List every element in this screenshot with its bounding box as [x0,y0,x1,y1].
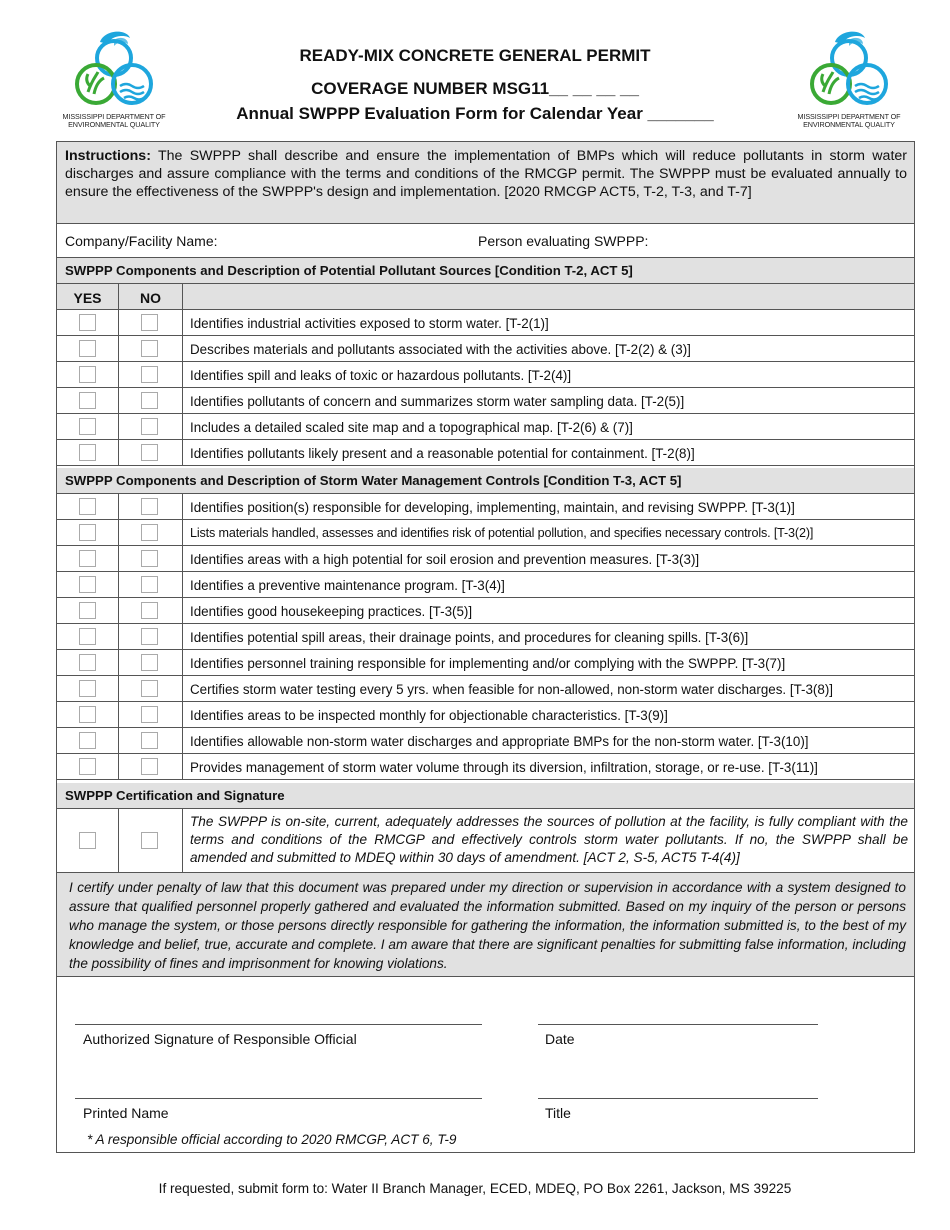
company-name-field[interactable]: Company/Facility Name: [65,233,218,249]
instructions-text: The SWPPP shall describe and ensure the implementation of BMPs which will reduce pollutants in storm water discharges and assure compliance with the terms and conditions of the RMCGP permit. The SWPPP must be evaluated annually to ensure the effectiveness of the SWPPP's design and implementation. [2020 RMCGP ACT5, T-2, T-3, and T-7] [65,148,907,200]
certification-statement: The SWPPP is on-site, current, adequately addresses the sources of pollution at the facility, is fully compliant with the terms and conditions of the RMCGP and effectively controls storm water pollutants. If no, the SWPPP shall be amended and submitted to MDEQ within 30 days of amendment. [ACT 2, S-5, ACT5 T-4(4)] [190,814,908,865]
no-checkbox[interactable] [141,340,158,357]
no-cell [119,572,183,597]
section-management-controls-header: SWPPP Components and Description of Storm Water Management Controls [Condition T-3, ACT 5] [57,468,914,494]
logo-caption-right: MISSISSIPPI DEPARTMENT OF ENVIRONMENTAL QUALITY [797,112,901,129]
certification-row [57,809,914,873]
mdeq-logo-icon [64,28,164,112]
checklist-row [57,388,914,414]
no-column-header: NO [119,284,183,309]
checklist-item-text: Includes a detailed scaled site map and a topographical map. [T-2(6) & (7)] [190,420,633,435]
checklist-item-text: Certifies storm water testing every 5 yrs. when feasible for non-allowed, non-storm water discharges. [T-3(8)] [190,682,834,697]
checklist-row [57,546,914,572]
yes-cell [57,702,119,727]
checklist-row [57,520,914,546]
yes-cell [57,572,119,597]
checklist-item-text: Describes materials and pollutants associated with the activities above. [T-2(2) & (3)] [190,342,691,357]
yes-checkbox[interactable] [79,832,96,849]
no-cell [119,754,183,779]
yes-cell [57,362,119,387]
yes-cell [57,520,119,545]
no-cell [119,388,183,413]
yes-checkbox[interactable] [79,498,96,515]
no-checkbox[interactable] [141,366,158,383]
checklist-item-text: Identifies good housekeeping practices. [T-3(5)] [190,604,473,619]
checklist-row [57,494,914,520]
yes-cell [57,494,119,519]
title-label: Title [545,1105,571,1121]
no-checkbox[interactable] [141,524,158,541]
yes-cell [57,676,119,701]
coverage-number: COVERAGE NUMBER MSG11__ __ __ __ [311,79,639,98]
checklist-item-text: Identifies a preventive maintenance program. [T-3(4)] [190,578,505,593]
checklist-item-text: Identifies industrial activities exposed to storm water. [T-2(1)] [190,316,549,331]
yes-cell [57,336,119,361]
evaluator-name-field[interactable]: Person evaluating SWPPP: [478,233,649,249]
responsible-official-footnote: * A responsible official according to 2020 RMCGP, ACT 6, T-9 [87,1132,457,1147]
checklist-item-text: Identifies personnel training responsible for implementing and/or complying with the SWPPP. [T-3(7)] [190,656,786,671]
checklist-item-text: Identifies pollutants likely present and a reasonable potential for containment. [T-2(8)] [190,446,695,461]
no-checkbox[interactable] [141,654,158,671]
checklist-row [57,676,914,702]
official-signature-line[interactable] [75,1024,482,1025]
no-checkbox[interactable] [141,680,158,697]
yes-cell [57,809,119,872]
checklist-row [57,650,914,676]
checklist-row [57,336,914,362]
checklist-item-text: Identifies spill and leaks of toxic or hazardous pollutants. [T-2(4)] [190,368,572,383]
permit-title: READY-MIX CONCRETE GENERAL PERMIT [299,46,651,65]
no-checkbox[interactable] [141,706,158,723]
checklist-item-text: Identifies pollutants of concern and summarizes storm water sampling data. [T-2(5)] [190,394,685,409]
no-cell [119,598,183,623]
checklist-row [57,702,914,728]
instructions [57,142,914,224]
no-checkbox[interactable] [141,832,158,849]
description-column-header [183,284,914,309]
date-line[interactable] [538,1024,818,1025]
yes-checkbox[interactable] [79,340,96,357]
yes-checkbox[interactable] [79,314,96,331]
section-pollutant-sources-header: SWPPP Components and Description of Potential Pollutant Sources [Condition T-2, ACT 5] [57,258,914,284]
no-checkbox[interactable] [141,392,158,409]
yes-checkbox[interactable] [79,602,96,619]
yes-cell [57,388,119,413]
no-checkbox[interactable] [141,418,158,435]
no-cell [119,624,183,649]
name-row [57,224,914,258]
checklist-row [57,598,914,624]
checklist-item-text: Identifies potential spill areas, their drainage points, and procedures for cleaning spills. [T-3(6)] [190,630,749,645]
checklist-item-text: Identifies areas with a high potential for soil erosion and prevention measures. [T-3(3)] [190,552,700,567]
section-certification-header: SWPPP Certification and Signature [57,783,914,809]
logo-caption-left: MISSISSIPPI DEPARTMENT OF ENVIRONMENTAL QUALITY [62,112,166,129]
no-checkbox[interactable] [141,628,158,645]
no-cell [119,702,183,727]
checklist-item-text: Identifies position(s) responsible for developing, implementing, maintain, and revising SWPPP. [T-3(1)] [190,500,795,515]
yes-checkbox[interactable] [79,576,96,593]
mdeq-logo-icon [799,28,899,112]
no-cell [119,440,183,465]
form-title: Annual SWPPP Evaluation Form for Calendar Year _______ [236,104,714,123]
no-cell [119,650,183,675]
checklist-item-text: Identifies areas to be inspected monthly for objectionable characteristics. [T-3(9)] [190,708,668,723]
yes-no-header-row [57,284,914,310]
checklist-row [57,624,914,650]
yes-cell [57,650,119,675]
yes-checkbox[interactable] [79,680,96,697]
checklist-row [57,728,914,754]
printed-name-line[interactable] [75,1098,482,1099]
no-checkbox[interactable] [141,576,158,593]
no-checkbox[interactable] [141,602,158,619]
no-cell [119,676,183,701]
checklist-row [57,362,914,388]
yes-checkbox[interactable] [79,418,96,435]
no-cell [119,728,183,753]
yes-checkbox[interactable] [79,628,96,645]
yes-cell [57,310,119,335]
instructions-label: Instructions: [65,148,151,164]
yes-cell [57,728,119,753]
no-checkbox[interactable] [141,498,158,515]
official-signature-label: Authorized Signature of Responsible Official [83,1031,357,1047]
yes-checkbox[interactable] [79,392,96,409]
checklist-item-text: Identifies allowable non-storm water discharges and appropriate BMPs for the non-storm water. [T-3(10)] [190,734,809,749]
no-cell [119,414,183,439]
yes-cell [57,546,119,571]
yes-checkbox[interactable] [79,366,96,383]
yes-column-header: YES [57,284,119,309]
yes-checkbox[interactable] [79,758,96,775]
checklist-row [57,440,914,466]
no-cell [119,546,183,571]
checklist-row [57,414,914,440]
title-line[interactable] [538,1098,818,1099]
yes-checkbox[interactable] [79,732,96,749]
checklist-row [57,572,914,598]
no-checkbox[interactable] [141,314,158,331]
no-checkbox[interactable] [141,732,158,749]
no-checkbox[interactable] [141,444,158,461]
evaluation-form [56,141,915,1153]
yes-checkbox[interactable] [79,550,96,567]
no-cell [119,336,183,361]
yes-checkbox[interactable] [79,444,96,461]
submission-footer: If requested, submit form to: Water II Branch Manager, ECED, MDEQ, PO Box 2261, Jackson, MS 39225 [158,1181,792,1196]
yes-cell [57,754,119,779]
checklist-item-text: Lists materials handled, assesses and identifies risk of potential pollution, and specifies necessary controls. [T-3(2)] [190,526,814,540]
yes-cell [57,598,119,623]
yes-cell [57,414,119,439]
yes-checkbox[interactable] [79,706,96,723]
penalty-certification-text: I certify under penalty of law that this document was prepared under my direction or supervision in accordance with a system designed to assure that qualified personnel properly gathered and evaluated the information submitted. Based on my inquiry of the person or persons who manage the system, or those persons directly responsible for gathering the information, the information submitted is, to the best of my knowledge and belief, true, accurate and complete. I am aware that there are significant penalties for submitting false information, including the possibility of fines and imprisonment for knowing violations. [57,873,914,977]
printed-name-label: Printed Name [83,1105,169,1121]
yes-cell [57,624,119,649]
no-cell [119,520,183,545]
yes-checkbox[interactable] [79,524,96,541]
checklist-item-text: Provides management of storm water volume through its diversion, infiltration, storage, or re-use. [T-3(11)] [190,760,818,775]
yes-checkbox[interactable] [79,654,96,671]
no-cell [119,494,183,519]
no-cell [119,362,183,387]
no-cell [119,310,183,335]
no-checkbox[interactable] [141,550,158,567]
checklist-row [57,310,914,336]
yes-cell [57,440,119,465]
checklist-row [57,754,914,780]
date-label: Date [545,1031,575,1047]
no-checkbox[interactable] [141,758,158,775]
no-cell [119,809,183,872]
